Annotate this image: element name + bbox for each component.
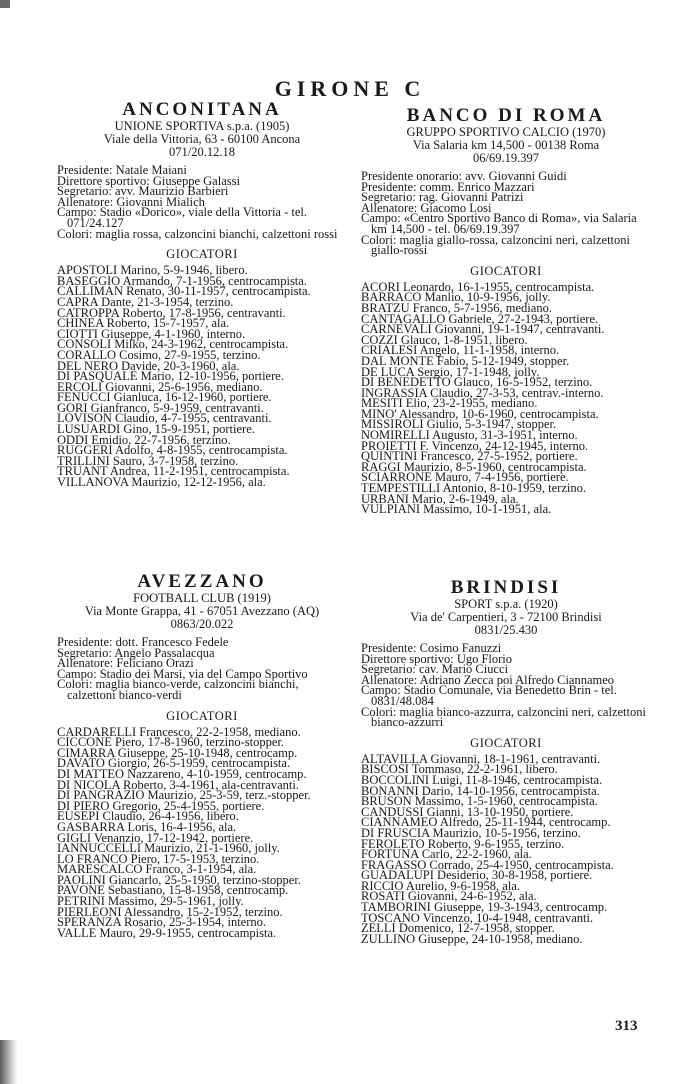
players-heading: GIOCATORI bbox=[470, 263, 542, 278]
players-heading: GIOCATORI bbox=[166, 247, 238, 262]
club-phone: 06/69.19.397 bbox=[473, 151, 539, 165]
player-entry: ALTAVILLA Giovanni, 18-1-1961, centravanti. bbox=[361, 751, 601, 766]
club-name: AVEZZANO bbox=[137, 571, 267, 592]
scan-artifact-top bbox=[0, 0, 10, 8]
info-line: Presidente: Natale Maiani bbox=[57, 163, 187, 177]
player-entry: CANTAGALLO Gabriele, 27-2-1943, portiere. bbox=[361, 311, 599, 326]
info-line: Allenatore: Feliciano Orazi bbox=[57, 656, 194, 671]
info-line: Segretario: rag. Giovanni Patrizi bbox=[361, 190, 524, 205]
player-entry: VALLE Mauro, 29-9-1955, centrocampista. bbox=[57, 925, 277, 940]
player-entry: RAGGI Maurizio, 8-5-1960, centrocampista. bbox=[361, 459, 587, 474]
player-entry: FRAGASSO Corrado, 25-4-1950, centrocampista. bbox=[361, 857, 614, 872]
player-entry: FORTUNA Carlo, 22-2-1960, ala. bbox=[361, 847, 532, 862]
player-entry: LO FRANCO Piero, 17-5-1953, terzino. bbox=[57, 851, 260, 866]
player-entry: ACORI Leonardo, 16-1-1955, centrocampista. bbox=[361, 279, 595, 294]
club-section-banco-di-roma bbox=[361, 106, 651, 515]
player-entry: CARDARELLI Francesco, 22-2-1958, mediano. bbox=[57, 724, 301, 739]
club-phone: 0831/25.430 bbox=[474, 623, 538, 637]
info-line: Presidente: comm. Enrico Mazzari bbox=[361, 179, 535, 194]
players-heading: GIOCATORI bbox=[470, 735, 542, 750]
info-line: Direttore sportivo: Ugo Florio bbox=[361, 651, 513, 666]
club-name: BANCO DI ROMA bbox=[406, 105, 606, 126]
player-entry: MESITI Elio, 23-2-1955, mediano. bbox=[361, 396, 538, 411]
player-entry: CIANNAMEO Alfredo, 25-11-1944, centrocamp. bbox=[361, 815, 611, 830]
player-entry: RUGGERI Adolfo, 4-8-1955, centrocampista. bbox=[57, 443, 288, 458]
player-entry: MISSIROLI Giulio, 5-3-1947, stopper. bbox=[361, 417, 557, 432]
player-entry: BARRACO Manlio, 10-9-1956, jolly. bbox=[361, 290, 551, 305]
player-entry: PIERLEONI Alessandro, 15-2-1952, terzino. bbox=[57, 904, 283, 919]
player-entry: CALLIMAN Renato, 30-11-1957, centrocampista. bbox=[57, 284, 311, 299]
info-line: Campo: Stadio «Dorico», viale della Vittoria - tel. 071/24.127 bbox=[57, 205, 308, 230]
club-name: BRINDISI bbox=[450, 577, 562, 598]
info-line: Allenatore: Adriano Zecca poi Alfredo Ciannameo bbox=[361, 672, 615, 687]
page-title: GIRONE C bbox=[274, 76, 426, 101]
player-entry: GIGLI Venanzio, 17-12-1942, portiere. bbox=[57, 830, 254, 845]
player-entry: ERCOLI Giovanni, 25-6-1956, mediano. bbox=[57, 379, 263, 394]
player-entry: CHINEA Roberto, 15-7-1957, ala. bbox=[57, 316, 230, 331]
info-line: Presidente: Cosimo Fanuzzi bbox=[361, 641, 502, 655]
player-entry: CIMARRA Giuseppe, 25-10-1948, centrocamp. bbox=[57, 745, 298, 760]
club-section-avezzano bbox=[57, 572, 347, 938]
player-entry: TOSCANO Vincenzo, 10-4-1948, centravanti. bbox=[361, 910, 594, 925]
player-entry: ODDI Emidio, 22-7-1956, terzino. bbox=[57, 432, 231, 447]
player-entry: VULPIANI Massimo, 10-1-1951, ala. bbox=[361, 502, 552, 517]
player-entry: CICCONE Piero, 17-8-1960, terzino-stopper. bbox=[57, 735, 285, 750]
player-entry: IANNUCCELLI Maurizio, 21-1-1960, jolly. bbox=[57, 841, 280, 856]
player-entry: EUSEPI Claudio, 26-4-1956, libero. bbox=[57, 809, 239, 824]
info-line: Allenatore: Giacomo Losi bbox=[361, 200, 492, 215]
player-entry: SPERANZA Rosario, 25-3-1954, interno. bbox=[57, 915, 267, 930]
info-line: Colori: maglia giallo-rossa, calzoncini neri, calzettoni giallo-rossi bbox=[361, 232, 631, 258]
player-entry: GORI Gianfranco, 5-9-1959, centravanti. bbox=[57, 400, 264, 415]
club-info bbox=[57, 637, 347, 701]
player-entry: DAVATO Giorgio, 26-5-1959, centrocampista. bbox=[57, 756, 291, 771]
club-section-brindisi bbox=[361, 578, 651, 944]
player-entry: PAOLINI Giancarlo, 25-5-1950, terzino-stopper. bbox=[57, 872, 301, 887]
player-entry: MARESCALCO Franco, 3-1-1954, ala. bbox=[57, 862, 257, 877]
player-entry: CAPRA Dante, 21-3-1954, terzino. bbox=[57, 294, 234, 309]
player-entry: NOMIRELLI Augusto, 31-3-1951, interno. bbox=[361, 428, 578, 443]
info-line: Allenatore: Giovanni Mialich bbox=[57, 194, 205, 209]
player-entry: TRILLINI Sauro, 3-7-1958, terzino. bbox=[57, 453, 239, 468]
player-entry: GUADALUPI Desiderio, 30-8-1958, portiere. bbox=[361, 868, 593, 883]
club-info bbox=[361, 643, 651, 728]
player-entry: GASBARRA Loris, 16-4-1956, ala. bbox=[57, 819, 237, 834]
player-entry: CARNEVALI Giovanni, 19-1-1947, centravanti. bbox=[361, 322, 605, 337]
player-entry: DEL NERO Davide, 20-3-1960, ala. bbox=[57, 358, 240, 373]
player-entry: FENUCCI Gianluca, 16-12-1960, portiere. bbox=[57, 390, 272, 405]
info-line: Presidente: dott. Francesco Fedele bbox=[57, 635, 229, 649]
player-entry: BRUSON Massimo, 1-5-1960, centrocampista. bbox=[361, 794, 598, 809]
players-heading: GIOCATORI bbox=[166, 708, 238, 723]
player-entry: BASEGGIO Armando, 7-1-1956, centrocampista. bbox=[57, 273, 307, 288]
player-entry: ZULLINO Giuseppe, 24-10-1958, mediano. bbox=[361, 931, 583, 946]
player-entry: SCIARRONE Mauro, 7-4-1956, portiere. bbox=[361, 470, 569, 485]
player-entry: DI PANGRAZIO Maurizio, 25-3-59, terz.-stopper. bbox=[57, 788, 311, 803]
info-line: Colori: maglia bianco-azzurra, calzoncini neri, calzettoni bianco-azzurri bbox=[361, 704, 646, 730]
info-line: Segretario: cav. Mario Ciucci bbox=[361, 662, 509, 677]
player-entry: FEROLETO Roberto, 9-6-1955, terzino. bbox=[361, 836, 565, 851]
club-info bbox=[361, 171, 651, 256]
player-entry: DI FRUSCIA Maurizio, 10-5-1956, terzino. bbox=[361, 825, 581, 840]
player-entry: RICCIO Aurelio, 9-6-1958, ala. bbox=[361, 878, 521, 893]
club-address: Viale della Vittoria, 63 - 60100 Ancona bbox=[103, 132, 301, 146]
info-line: Colori: maglia rossa, calzoncini bianchi, calzettoni rossi bbox=[57, 226, 338, 241]
info-line: Presidente onorario: avv. Giovanni Guidi bbox=[361, 169, 567, 183]
player-entry: TAMBORINI Giuseppe, 19-3-1943, centrocamp. bbox=[361, 900, 608, 915]
player-entry: CATROPPA Roberto, 17-8-1956, centravanti. bbox=[57, 305, 286, 320]
player-entry: CANDUSSI Gianni, 13-10-1950, portiere. bbox=[361, 804, 574, 819]
club-address: Via Monte Grappa, 41 - 67051 Avezzano (AQ) bbox=[84, 604, 320, 618]
info-line: Campo: Stadio Comunale, via Benedetto Brin - tel. 0831/48.084 bbox=[361, 683, 617, 708]
player-entry: APOSTOLI Marino, 5-9-1946, libero. bbox=[57, 263, 248, 278]
player-entry: BISCOSI Tommaso, 22-2-1961, libero. bbox=[361, 762, 558, 777]
club-phone: 071/20.12.18 bbox=[169, 145, 235, 159]
player-entry: ROSATI Giovanni, 24-6-1952, ala. bbox=[361, 889, 537, 904]
player-list bbox=[57, 263, 347, 490]
player-entry: CIOTTI Giuseppe, 4-1-1960, interno. bbox=[57, 326, 246, 341]
player-entry: DAL MONTE Fabio, 5-12-1949, stopper. bbox=[361, 353, 570, 368]
player-entry: TEMPESTILLI Antonio, 8-10-1959, terzino. bbox=[361, 481, 586, 496]
player-list bbox=[57, 724, 347, 940]
player-entry: QUINTINI Francesco, 27-5-1952, portiere. bbox=[361, 449, 578, 464]
player-entry: MINO' Alessandro, 10-6-1960, centrocampista. bbox=[361, 406, 599, 421]
player-entry: CONSOLI Milko, 24-3-1962, centrocampista. bbox=[57, 337, 289, 352]
club-subtitle: UNIONE SPORTIVA s.p.a. (1905) bbox=[114, 119, 290, 133]
player-entry: BRATZU Franco, 5-7-1956, mediano. bbox=[361, 300, 552, 315]
player-entry: PETRINI Massimo, 29-5-1961, jolly. bbox=[57, 894, 244, 909]
player-entry: VILLANOVA Maurizio, 12-12-1956, ala. bbox=[57, 475, 266, 490]
club-subtitle: SPORT s.p.a. (1920) bbox=[454, 597, 558, 611]
club-subtitle: GRUPPO SPORTIVO CALCIO (1970) bbox=[406, 125, 606, 139]
player-entry: URBANI Mario, 2-6-1949, ala. bbox=[361, 491, 519, 506]
player-entry: COZZI Glauco, 1-8-1951, libero. bbox=[361, 332, 528, 347]
info-line: Segretario: avv. Maurizio Barbieri bbox=[57, 184, 229, 199]
player-entry: TRUANT Andrea, 11-2-1951, centrocampista. bbox=[57, 464, 290, 479]
player-entry: BOCCOLINI Luigi, 11-8-1946, centrocampista. bbox=[361, 772, 603, 787]
player-entry: ZELLI Domenico, 12-7-1958, stopper. bbox=[361, 921, 555, 936]
club-section-anconitana bbox=[57, 100, 347, 488]
player-entry: INGRASSIA Claudio, 27-3-53, centrav.-interno. bbox=[361, 385, 604, 400]
player-entry: DI PASQUALE Mario, 12-10-1956, portiere. bbox=[57, 369, 284, 384]
player-entry: PAVONE Sebastiano, 15-8-1958, centrocamp. bbox=[57, 883, 289, 898]
player-entry: DI BENEDETTO Glauco, 16-5-1952, terzino. bbox=[361, 375, 593, 390]
info-line: Campo: «Centro Sportivo Banco di Roma», via Salaria km 14,500 - tel. 06/69.19.397 bbox=[361, 211, 637, 236]
player-entry: DE LUCA Sergio, 17-1-1948, jolly. bbox=[361, 364, 540, 379]
club-subtitle: FOOTBALL CLUB (1919) bbox=[133, 591, 271, 605]
page-number: 313 bbox=[615, 1018, 638, 1034]
info-line: Colori: maglia bianco-verde, calzoncini bianchi, calzettoni bianco-verdi bbox=[57, 677, 299, 702]
player-entry: LUSUARDI Gino, 15-9-1951, portiere. bbox=[57, 422, 255, 437]
player-entry: DI MATTEO Nazzareno, 4-10-1959, centrocamp. bbox=[57, 766, 307, 781]
player-entry: PROIETTI F. Vincenzo, 24-12-1945, interno. bbox=[361, 438, 589, 453]
club-name: ANCONITANA bbox=[122, 99, 282, 120]
info-line: Direttore sportivo: Giuseppe Galassi bbox=[57, 173, 240, 188]
player-entry: CRIALESI Angelo, 11-1-1958, interno. bbox=[361, 343, 560, 358]
scan-artifact-bottom bbox=[0, 1040, 18, 1084]
club-address: Via de' Carpentieri, 3 - 72100 Brindisi bbox=[410, 610, 602, 624]
club-address: Via Salaria km 14,500 - 00138 Roma bbox=[412, 138, 600, 152]
info-line: Campo: Stadio dei Marsi, via del Campo Sportivo bbox=[57, 666, 308, 681]
player-entry: BONANNI Dario, 14-10-1956, centrocampista. bbox=[361, 783, 600, 798]
player-entry: DI PIERO Gregorio, 25-4-1955, portiere. bbox=[57, 798, 265, 813]
club-info bbox=[57, 165, 347, 239]
player-entry: DI NICOLA Roberto, 3-4-1961, ala-centravanti. bbox=[57, 777, 299, 792]
club-phone: 0863/20.022 bbox=[170, 617, 234, 631]
info-line: Segretario: Angelo Passalacqua bbox=[57, 645, 215, 660]
player-entry: CORALLO Cosimo, 27-9-1955, terzino. bbox=[57, 347, 261, 362]
player-entry: LOVISON Claudio, 4-7-1955, centravanti. bbox=[57, 411, 272, 426]
player-list bbox=[361, 279, 651, 517]
player-list bbox=[361, 751, 651, 946]
